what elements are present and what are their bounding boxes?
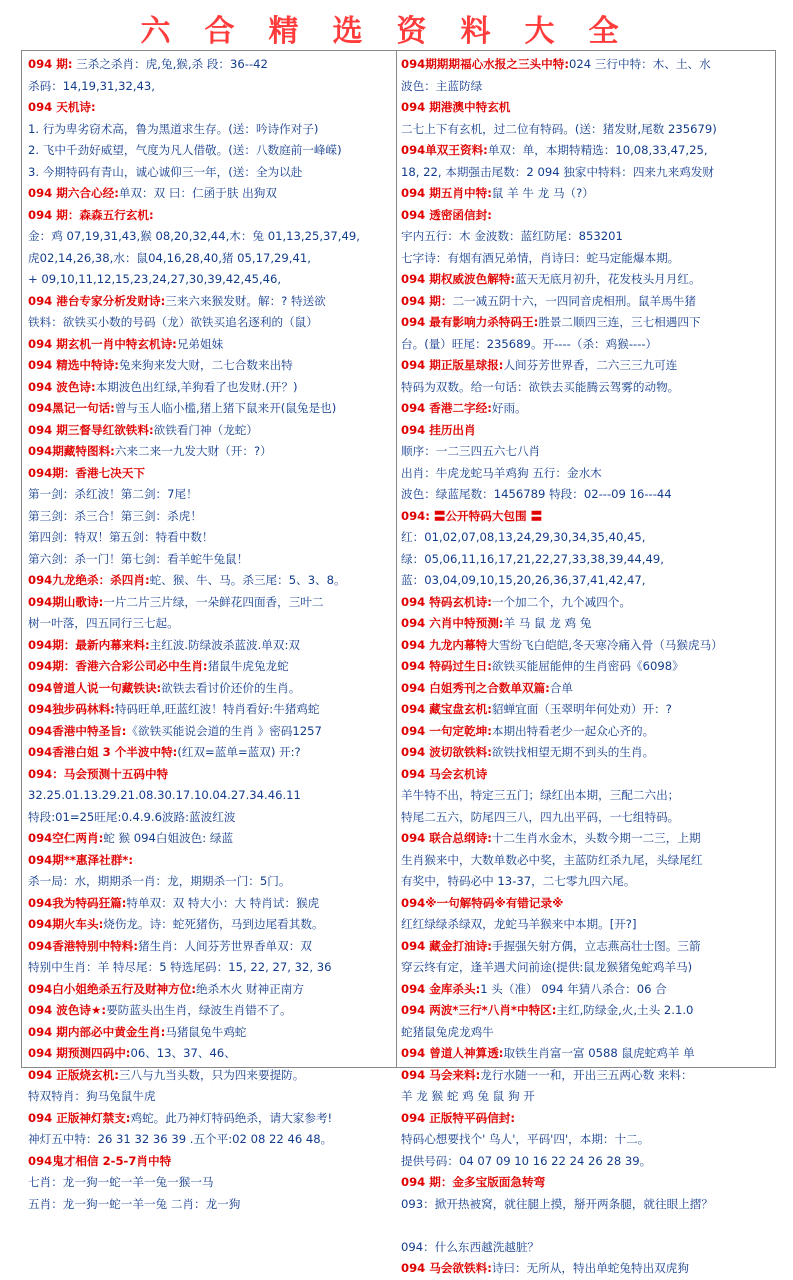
line-text: 胜景二顺四三连，三七相遇四下 — [538, 315, 701, 329]
line-text: 1. 行为卑劣窃术高，鲁为黑道求生存。(送：吟诗作对子) — [28, 121, 319, 136]
line-heading: 094 最有影响力杀特码王: — [401, 315, 539, 329]
text-line — [401, 527, 765, 549]
line-heading: 094 特码过生日: — [401, 659, 492, 673]
line-text: 绝杀木火 财神正南方 — [195, 981, 304, 996]
line-heading: 094空仁两肖: — [28, 831, 104, 845]
text-line — [28, 506, 392, 528]
line-heading: 094 香港二字经: — [401, 401, 492, 415]
line-heading: 094 正版特平码信封: — [401, 1110, 516, 1125]
line-heading: 094 期内部必中黄金生肖: — [28, 1024, 166, 1039]
text-line — [401, 420, 765, 442]
line-text: 三来六来猴发财。解：? 特送欲 — [165, 293, 326, 308]
line-text: 大雪纷飞白皑皑,冬天寒冷痛入骨（马猴虎马） — [487, 637, 723, 652]
text-line — [401, 377, 765, 399]
line-text: 单双：双 曰：仁函于肤 出狗双 — [118, 186, 277, 200]
line-text: 024 三行中特：木、土、水 — [568, 57, 711, 71]
line-heading: 094 特码玄机诗: — [401, 594, 492, 609]
line-text: 3. 今期特码有青山，诚心诚仰三一年，(送：全为以赴 — [28, 164, 303, 179]
line-heading: 094 期五肖中特: — [401, 186, 492, 200]
text-line — [28, 269, 392, 291]
line-heading: 094 期玄机一肖中特玄机诗: — [28, 336, 177, 351]
line-text: 曾与玉人临小槛,猪上猪下鼠来开(鼠兔是也) — [114, 401, 337, 415]
line-heading: 094 曾道人神算透: — [401, 1046, 504, 1060]
line-text: 五肖：龙一狗一蛇一羊一兔 二肖：龙一狗 — [28, 1196, 241, 1211]
line-text: 蓝：03,04,09,10,15,20,26,36,37,41,42,47, — [401, 573, 646, 587]
text-line — [28, 785, 392, 807]
text-line — [28, 979, 392, 1001]
text-line — [28, 656, 392, 678]
line-text: 特段:01=25旺尾:0.4.9.6波路:蓝波红波 — [28, 809, 236, 824]
text-line — [401, 355, 765, 377]
line-text: 鸡蛇。此乃神灯特码绝杀，请大家参考! — [130, 1110, 333, 1125]
text-line — [401, 914, 765, 936]
line-text: 1 头（准） 094 年猜八杀合：06 合 — [480, 981, 667, 996]
text-line — [28, 828, 392, 850]
text-line — [28, 248, 392, 270]
line-text: 本期出特看老少一起众心齐的。 — [491, 723, 655, 738]
line-text: 波色：绿蓝尾数：1456789 特段：02---09 16---44 — [401, 487, 672, 501]
line-heading: 094※一句解特码※有错记录※ — [401, 895, 564, 910]
text-line — [28, 291, 392, 313]
line-heading: 094 期权威波色解特: — [401, 272, 516, 286]
line-text: 三杀之杀肖：虎,兔,猴,杀 段：36--42 — [72, 57, 268, 71]
line-heading: 094 期港澳中特玄机 — [401, 100, 511, 114]
text-line — [28, 398, 392, 420]
text-line — [28, 1086, 392, 1108]
line-text: 六来二来一九发大财（开：?） — [114, 444, 272, 458]
text-line — [401, 463, 765, 485]
line-text: 特码旺单,旺蓝红波！特肖看好:牛猪鸡蛇 — [114, 702, 320, 716]
line-text: 生肖猴来中，大数单数必中奖，主蓝防红杀九尾，头绿尾红 — [401, 852, 703, 867]
header-banner — [0, 0, 793, 50]
line-heading: 094期：香港六合彩公司必中生肖: — [28, 659, 208, 673]
line-text: 杀码：14,19,31,32,43, — [28, 78, 155, 93]
page-title: 六合精选资料大全 — [140, 14, 653, 49]
line-text: 第六剑：杀一门！第七剑：看羊蛇牛兔鼠！ — [28, 551, 249, 566]
line-text: 提供号码：04 07 09 10 16 22 24 26 28 39。 — [401, 1153, 652, 1168]
text-line — [401, 1000, 765, 1022]
line-heading: 094 正版神灯禁支: — [28, 1110, 131, 1125]
right-column — [401, 54, 765, 1280]
text-line — [28, 914, 392, 936]
text-line — [28, 1172, 392, 1194]
line-heading: 094香港白姐 3 个半波中特: — [28, 745, 178, 759]
text-line — [401, 291, 765, 313]
line-text: 顺序：一二三四五六七八肖 — [401, 444, 541, 458]
line-text: 七字诗：有烟有酒兄弟情，肖诗曰：蛇马定能爆本期。 — [401, 250, 680, 265]
text-line — [401, 1086, 765, 1108]
line-text: 七肖：龙一狗一蛇一羊一兔一猴一马 — [28, 1175, 214, 1189]
line-text: 蛇 猴 094白姐波色: 绿蓝 — [103, 831, 234, 845]
text-line — [28, 1043, 392, 1065]
line-heading: 094 期正版星球报: — [401, 358, 504, 372]
text-line — [28, 678, 392, 700]
text-line — [401, 1022, 765, 1044]
text-line — [401, 1258, 765, 1280]
line-text: 波色：主蓝防绿 — [401, 78, 483, 93]
text-line — [401, 1237, 765, 1259]
text-line — [28, 1000, 392, 1022]
text-line — [28, 1022, 392, 1044]
text-line — [28, 312, 392, 334]
line-text: 龙行水随一一和，开出三五两心数 来料： — [480, 1067, 693, 1082]
line-text: 蛇猪鼠兔虎龙鸡牛 — [401, 1024, 494, 1039]
line-text: 虎02,14,26,38,水：鼠04,16,28,40,猪 05,17,29,41, — [28, 250, 311, 265]
text-line — [401, 1043, 765, 1065]
line-text: 羊 龙 猴 蛇 鸡 兔 鼠 狗 开 — [401, 1089, 535, 1103]
text-line — [28, 484, 392, 506]
text-line — [401, 484, 765, 506]
line-heading: 094独步码林料: — [28, 702, 115, 716]
line-text: 第四剑：特双！第五剑：特看中数！ — [28, 530, 214, 544]
line-text: 特别中生肖：羊 特尽尾：5 特选尾码：15, 22, 27, 32, 36 — [28, 960, 332, 974]
line-text: 猪生肖：人间芬芳世界香单双：双 — [138, 938, 312, 953]
text-line — [28, 377, 392, 399]
line-text: 单双：单，本期特精选：10,08,33,47,25, — [487, 143, 708, 157]
text-line — [28, 1151, 392, 1173]
text-line — [401, 656, 765, 678]
text-line — [28, 1065, 392, 1087]
line-text: 树一叶落，四五同行三七起。 — [28, 616, 179, 630]
text-line — [401, 699, 765, 721]
line-text: 红：01,02,07,08,13,24,29,30,34,35,40,45, — [401, 530, 646, 544]
line-text: 094：什么东西越洗越脏？ — [401, 1239, 540, 1254]
text-line — [28, 936, 392, 958]
line-heading: 094 期六合心经: — [28, 186, 119, 200]
text-line — [401, 441, 765, 463]
text-line — [401, 1215, 765, 1237]
text-line — [28, 570, 392, 592]
text-line — [28, 54, 392, 76]
text-line — [401, 1172, 765, 1194]
line-heading: 094 波切欲铁料: — [401, 745, 492, 759]
left-column — [28, 54, 392, 1215]
text-line — [28, 807, 392, 829]
text-line — [401, 334, 765, 356]
line-text: 合单 — [549, 680, 574, 695]
text-line — [401, 635, 765, 657]
column-divider — [396, 50, 397, 1068]
text-line — [28, 463, 392, 485]
line-text: 本期波色出红绿,羊狗看了也发财.(开？) — [95, 379, 298, 394]
text-line — [401, 678, 765, 700]
line-heading: 094 天机诗: — [28, 100, 96, 114]
line-heading: 094黑记一句话: — [28, 401, 115, 415]
line-heading: 094我为特码狂篇: — [28, 895, 127, 910]
line-text: 欲铁去看讨价还价的生肖。 — [161, 680, 301, 695]
text-line — [28, 420, 392, 442]
text-line — [401, 1129, 765, 1151]
line-heading: 094香港特别中特料: — [28, 938, 138, 953]
line-text: 欲铁买能屈能伸的生肖密码《6098》 — [491, 659, 684, 673]
text-line — [401, 742, 765, 764]
text-line — [28, 721, 392, 743]
text-line — [401, 785, 765, 807]
line-text: 铁料：欲铁买小数的号码（龙）欲铁买追名逐利的（鼠） — [28, 315, 318, 329]
text-line — [401, 592, 765, 614]
text-line — [28, 76, 392, 98]
line-text: 猪鼠牛虎兔龙蛇 — [207, 659, 289, 673]
text-line — [28, 699, 392, 721]
text-line — [28, 140, 392, 162]
text-line — [28, 635, 392, 657]
line-text: 06、13、37、46、 — [130, 1046, 236, 1060]
text-line — [401, 549, 765, 571]
line-heading: 094 金库杀头: — [401, 981, 481, 996]
line-text: 羊 马 鼠 龙 鸡 兔 — [503, 616, 592, 630]
text-line — [401, 205, 765, 227]
line-text: 蛇、猴、牛、马。杀三尾：5、3、8。 — [149, 573, 346, 587]
line-text: 蓝天无底月初升，花发枝头月月红。 — [515, 272, 701, 286]
line-heading: 094 联合总纲诗: — [401, 831, 492, 845]
line-text: 要防蓝头出生肖，绿波生肖错不了。 — [106, 1003, 292, 1017]
line-heading: 094鬼才相信 2-5-7肖中特 — [28, 1153, 172, 1168]
text-line — [401, 119, 765, 141]
line-text: 绿：05,06,11,16,17,21,22,27,33,38,39,44,49, — [401, 551, 664, 566]
line-text: 三八与九当头数，只为四来要提防。 — [118, 1067, 305, 1082]
text-line — [28, 97, 392, 119]
text-line — [401, 1151, 765, 1173]
line-heading: 094期期期福心水报之三头中特: — [401, 57, 569, 71]
line-text: 一片二片三片绿，一朵鲜花四面香，三叶二 — [103, 594, 324, 609]
text-line — [401, 871, 765, 893]
text-line — [401, 312, 765, 334]
text-line — [401, 1194, 765, 1216]
line-heading: 094 白姐秀刊之合数单双篇: — [401, 680, 550, 695]
text-line — [401, 398, 765, 420]
line-heading: 094 九龙内幕特 — [401, 637, 488, 652]
text-line — [28, 871, 392, 893]
text-line — [28, 957, 392, 979]
text-line — [28, 1129, 392, 1151]
line-text: 特尾二五六，防尾四三八，四九出平码，一七组特码。 — [401, 809, 680, 824]
line-heading: 094 马会欲铁料: — [401, 1261, 492, 1275]
text-line — [28, 613, 392, 635]
line-heading: 094 马会玄机诗 — [401, 766, 488, 781]
line-text: (红双=蓝单=蓝双) 开:? — [177, 745, 301, 759]
line-heading: 094 期预测四码中: — [28, 1046, 131, 1060]
line-heading: 094 期：森森五行玄机: — [28, 207, 154, 222]
text-line — [28, 1108, 392, 1130]
line-heading: 094白小姐绝杀五行及财神方位: — [28, 981, 196, 996]
line-text: 有奖中，特码必中 13-37，二七零九四六尾。 — [401, 874, 636, 888]
line-heading: 094 正版烧玄机: — [28, 1067, 119, 1082]
text-line — [28, 119, 392, 141]
line-heading: 094 一句定乾坤: — [401, 723, 492, 738]
line-text: 18, 22, 本期强击尾数：2 094 独家中特料：四来九来鸡发财 — [401, 164, 714, 179]
line-heading: 094 波色诗★: — [28, 1003, 107, 1017]
line-text: 欲铁看门神（龙蛇） — [153, 422, 258, 437]
line-text: 诗曰：无所从，特出单蛇兔特出双虎狗 — [491, 1261, 689, 1275]
line-heading: 094 期： — [401, 293, 453, 308]
line-text: 特单双：双 特大小：大 特肖试：猴虎 — [126, 895, 320, 910]
line-text: 好雨。 — [491, 401, 527, 415]
text-line — [401, 54, 765, 76]
text-line — [401, 850, 765, 872]
line-heading: 094期山歌诗: — [28, 594, 104, 609]
text-line — [401, 226, 765, 248]
text-line — [28, 183, 392, 205]
line-heading: 094 马会来料: — [401, 1067, 481, 1082]
line-heading: 094期**惠泽社群*: — [28, 852, 133, 867]
text-line — [401, 979, 765, 1001]
text-line — [401, 613, 765, 635]
line-heading: 094 藏金打油诗: — [401, 938, 492, 953]
line-heading: 094 挂历出肖 — [401, 422, 476, 437]
line-text: + 09,10,11,12,15,23,24,27,30,39,42,45,46, — [28, 272, 282, 286]
line-text: 32.25.01.13.29.21.08.30.17.10.04.27.34.46.11 — [28, 788, 301, 802]
text-line — [28, 226, 392, 248]
line-text: 人间芬芳世界香，二六三三九可连 — [503, 358, 678, 372]
text-line — [401, 764, 765, 786]
text-line — [28, 441, 392, 463]
line-heading: 094期：最新内幕来料: — [28, 637, 150, 652]
line-text: 手握强矢射方偶，立志燕高壮士图。三箭 — [491, 938, 701, 953]
line-heading: 094期：香港七决天下 — [28, 465, 145, 480]
line-text: 十二生肖水金木，头数今期一二三，上期 — [491, 831, 701, 845]
line-text: 一个加二个，九个减四个。 — [491, 594, 631, 609]
line-text: 宇内五行：木 金波数：蓝红防尾：853201 — [401, 229, 623, 243]
text-line — [28, 893, 392, 915]
text-line — [401, 140, 765, 162]
line-text: 二一减五阴十六，一四同音虎相刑。鼠羊馬牛猪 — [452, 293, 696, 308]
text-line — [401, 936, 765, 958]
line-text: 杀一局：水，期期杀一肖：龙，期期杀一门：5门。 — [28, 874, 291, 888]
text-line — [401, 721, 765, 743]
text-line — [28, 334, 392, 356]
line-text: 羊牛特不出，特定三五门；绿红出本期，三配二六出； — [401, 788, 680, 802]
line-heading: 094 藏宝盘玄机: — [401, 702, 492, 716]
text-line — [28, 592, 392, 614]
text-line — [28, 850, 392, 872]
text-line — [28, 742, 392, 764]
text-line — [28, 527, 392, 549]
text-line — [401, 269, 765, 291]
line-text: 神灯五中特：26 31 32 36 39 .五个平:02 08 22 46 48。 — [28, 1132, 333, 1146]
line-text: 第一剑：杀红波！第二剑：7尾！ — [28, 487, 198, 501]
line-heading: 094九龙绝杀：杀四肖: — [28, 573, 150, 587]
line-text: 特双特肖：狗马兔鼠牛虎 — [28, 1089, 156, 1103]
line-text: 欲铁找相望无期不到头的生肖。 — [491, 745, 655, 759]
text-line — [28, 205, 392, 227]
line-text: 兔来狗来发大财，二七合数来出特 — [118, 358, 293, 372]
text-line — [401, 97, 765, 119]
text-line — [401, 893, 765, 915]
text-line — [28, 162, 392, 184]
line-text: 出肖：牛虎龙蛇马羊鸡狗 五行：金水木 — [401, 465, 602, 480]
line-text: 烧伤龙。诗：蛇死猪伤，马到边尾看其数。 — [103, 917, 324, 931]
line-heading: 094 期三督导红欲铁料: — [28, 422, 154, 437]
line-text: 093：掀开热被窝，就往腿上摸，掰开两条腿，就往眼上摺？ — [401, 1196, 713, 1211]
line-text: 主红,防绿金,火,土头 2.1.0 — [556, 1003, 694, 1017]
text-line — [401, 957, 765, 979]
line-text: 《欲铁买能说会道的生肖 》密码1257 — [126, 723, 322, 738]
text-line — [401, 76, 765, 98]
line-text: 2. 飞中千劲好威望，气度为凡人借敬。(送：八数庭前一峰嵘) — [28, 143, 342, 157]
line-text: 貂蝉宜面（玉翠明年何处劝）开：? — [491, 702, 672, 716]
text-line — [401, 1108, 765, 1130]
line-heading: 094 波色诗: — [28, 379, 96, 394]
line-heading: 094期火车头: — [28, 917, 104, 931]
text-line — [28, 764, 392, 786]
text-line — [401, 1065, 765, 1087]
text-line — [28, 355, 392, 377]
text-line — [401, 183, 765, 205]
line-text: 主红波.防绿波杀蓝波.单双:双 — [149, 637, 300, 652]
line-heading: 094 港台专家分析发财诗: — [28, 293, 166, 308]
text-line — [401, 807, 765, 829]
line-heading: 094 期: — [28, 57, 73, 71]
line-text: 兄弟姐妹 — [176, 336, 224, 351]
line-text: 红红绿绿杀绿双，龙蛇马羊猴来中本期。[开?] — [401, 917, 637, 931]
line-text: 鼠 羊 牛 龙 马（?） — [491, 186, 594, 200]
text-line — [28, 549, 392, 571]
line-heading: 094单双王资料: — [401, 143, 488, 157]
line-text: 取铁生肖富一富 0588 鼠虎蛇鸡羊 单 — [503, 1046, 695, 1060]
line-heading: 094曾道人说一句藏铁诀: — [28, 680, 162, 695]
line-heading: 094 期：金多宝版面急转弯 — [401, 1175, 546, 1189]
text-line — [401, 828, 765, 850]
line-text: 穿云终有定，逢羊遇犬问前途(提供:鼠龙猴猪兔蛇鸡羊马) — [401, 960, 693, 974]
line-heading: 094 两波*三行*八肖*中特区: — [401, 1003, 557, 1017]
line-heading: 094 精选中特诗: — [28, 358, 119, 372]
text-line — [401, 570, 765, 592]
text-line — [401, 248, 765, 270]
line-heading: 094 透密函信封: — [401, 207, 492, 222]
line-text: 二七上下有玄机，过二位有特码。(送：猪发财,尾数 235679) — [401, 121, 717, 136]
line-heading: 094期藏特图料: — [28, 444, 115, 458]
line-heading: 094 六肖中特预测: — [401, 616, 504, 630]
text-line — [401, 162, 765, 184]
line-text: 台。(量）旺尾：235689。开----（杀：鸡猴----） — [401, 336, 658, 351]
line-text: 特码为双数。给一句话：欲铁去买能腾云驾雾的动物。 — [401, 379, 680, 394]
text-line — [28, 1194, 392, 1216]
line-heading: 094: 〓公开特码大包围 〓 — [401, 508, 543, 523]
line-heading: 094香港中特圣旨: — [28, 723, 127, 738]
line-heading: 094：马会预测十五码中特 — [28, 766, 169, 781]
line-text: 第三剑：杀三合！第三剑：杀虎！ — [28, 508, 202, 523]
text-line — [401, 506, 765, 528]
line-text: 特码心想要找个' 鸟人'，平码'四'，本期：十二。 — [401, 1132, 650, 1146]
line-text: 金：鸡 07,19,31,43,猴 08,20,32,44,木：兔 01,13,25,37,49, — [28, 229, 360, 243]
line-text: 马猪鼠兔牛鸡蛇 — [165, 1024, 247, 1039]
